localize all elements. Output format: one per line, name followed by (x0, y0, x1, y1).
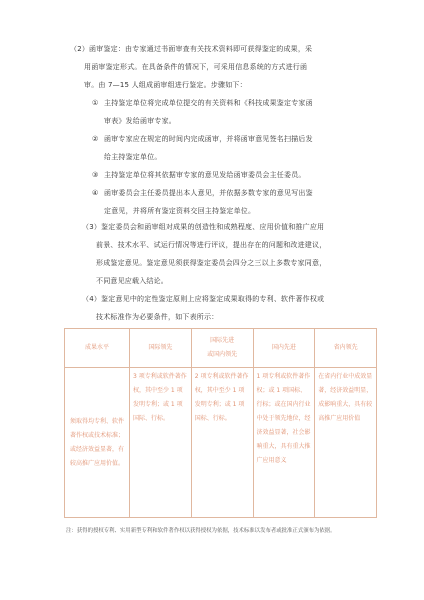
section-2-line: （2）函审鉴定：由专家通过书面审查有关技术资料即可获得鉴定的成果，采 (70, 45, 313, 53)
step-item (92, 184, 382, 220)
section-4-line: 技术标准作为必要条件，如下表所示： (96, 313, 219, 321)
evaluation-table (64, 328, 377, 518)
table-header-cell: 成果水平 (65, 329, 130, 368)
footnote: 注：获得的授权专利、实用新型专利和软件著作权以获得授权为依据，技术标准以发布者或批准正式颁布为依据。 (66, 528, 336, 534)
section-4-line: （4）鉴定意见中的定性鉴定原则上应将鉴定成果取得的专利、软件著作权或 (82, 295, 325, 303)
table-row (65, 368, 377, 518)
section-2-line: 审。由 7—15 人组成函审组进行鉴定。步骤如下： (84, 81, 247, 89)
table-header-cell: 省内领先 (315, 329, 377, 368)
step-text: 定意见，并将所有鉴定资料交回主持鉴定单位。 (104, 207, 256, 215)
table-header-row (65, 329, 377, 368)
table-header-cell: 国际领先 (130, 329, 192, 368)
step-item (92, 166, 382, 184)
table-header-cell: 国际先进 或国内领先 (191, 329, 253, 368)
table-row-header: 须取得均专利、软件著作权或技术标准；或经济效益显著，有较高推广应用价值。 (65, 368, 130, 518)
step-number: ③ (92, 171, 99, 179)
step-text: 函审专家应在规定的时间内完成函审，并将函审意见签名扫描后发 (104, 135, 313, 143)
table-cell: 1 项专利或软件著作权；或 1 项国标、行标；或在国内行业中处于领先地位，经济效益显著，社会影响重大，具有重大推广应用意义 (253, 368, 315, 518)
section-3-line: 前景、技术水平、试运行情况等进行评议，提出存在的问题和改进建议， (96, 241, 327, 249)
step-number: ① (92, 99, 99, 107)
step-text: 函审委员会主任委员提出本人意见，并依据多数专家的意见写出鉴 (104, 189, 313, 197)
table-cell: 3 项专利或软件著作权，其中至少 1 项发明专利；或 1 项国际、行标。 (130, 368, 192, 518)
section-4 (82, 290, 382, 326)
section-2-items (92, 94, 382, 220)
section-3 (82, 218, 382, 290)
table-cell: 2 项专利或软件著作权，其中至少 1 项发明专利；或 1 项国标、行标。 (191, 368, 253, 518)
section-2-line: 用函审鉴定形式。在具备条件的情况下，可采用信息系统的方式进行函 (84, 63, 308, 71)
section-3-line: 不同意见应载入结论。 (96, 277, 168, 285)
section-2 (70, 40, 370, 94)
step-text: 给主持鉴定单位。 (104, 153, 162, 161)
step-item (92, 94, 382, 130)
step-number: ④ (92, 189, 99, 197)
step-item (92, 130, 382, 166)
step-number: ② (92, 135, 99, 143)
step-text: 主持鉴定单位将完成单位提交的有关资料和《科技成果鉴定专家函 (104, 99, 313, 107)
step-text: 主持鉴定单位将其依据审专家的意见发给函审委员会主任委员。 (104, 171, 306, 179)
section-3-line: 形成鉴定意见。鉴定意见须获得鉴定委员会四分之三以上多数专家同意， (96, 259, 327, 267)
table-header-cell: 国内先进 (253, 329, 315, 368)
section-3-line: （3）鉴定委员会和函审组对成果的创造性和成熟程度、应用价值和推广应用 (82, 223, 325, 231)
step-text: 审表》发给函审专家。 (104, 117, 176, 125)
table-cell: 在省内行业中成效显著，经济效益明显，成影响重大，具有较高推广应用价值 (315, 368, 377, 518)
